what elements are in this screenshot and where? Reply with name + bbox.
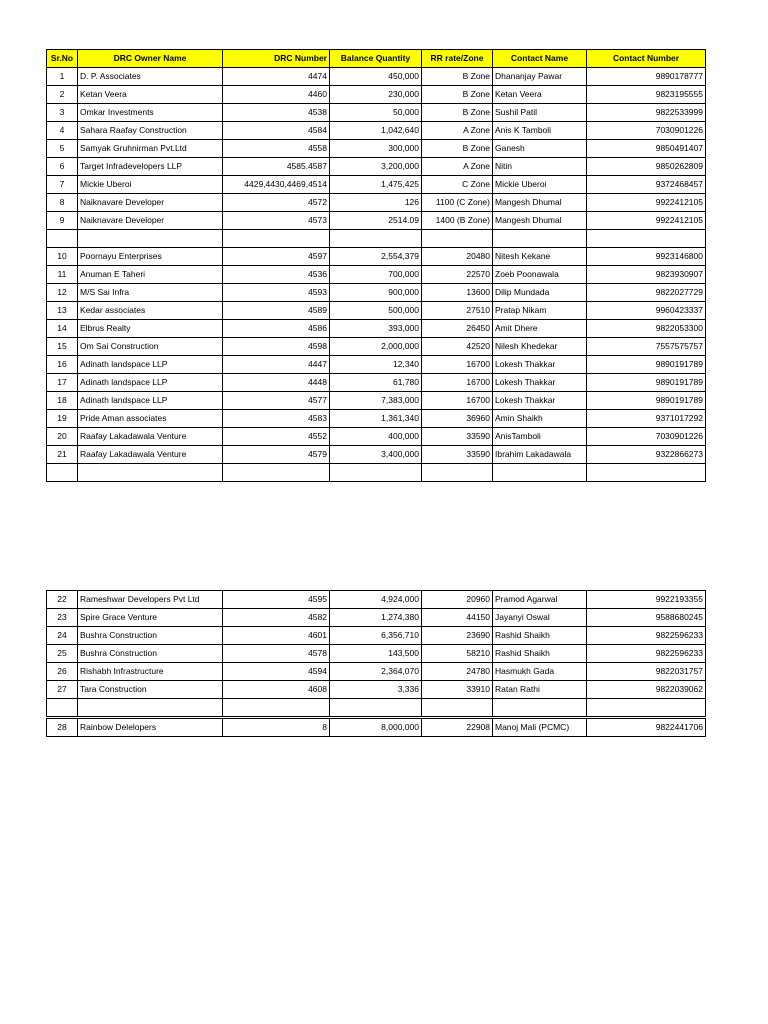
- cell-owner-name: Rainbow Delelopers: [78, 719, 223, 737]
- header-row: [47, 50, 706, 68]
- cell-sr-no: 16: [47, 356, 78, 374]
- cell-contact-name: Lokesh Thakkar: [493, 356, 587, 374]
- cell-rr-rate: B Zone: [422, 104, 493, 122]
- cell-rr-rate: 58210: [422, 645, 493, 663]
- cell-sr-no: 9: [47, 212, 78, 230]
- cell-contact-number: 9850491407: [587, 140, 706, 158]
- cell-drc-number: 4577: [223, 392, 330, 410]
- cell-rr-rate: 13600: [422, 284, 493, 302]
- cell-contact-name: [493, 464, 587, 482]
- cell-contact-name: [493, 699, 587, 717]
- cell-contact-number: [587, 699, 706, 717]
- cell-rr-rate: B Zone: [422, 86, 493, 104]
- cell-owner-name: [78, 464, 223, 482]
- table-row: [47, 212, 706, 230]
- cell-sr-no: 26: [47, 663, 78, 681]
- cell-sr-no: 13: [47, 302, 78, 320]
- cell-contact-number: 9822027729: [587, 284, 706, 302]
- cell-rr-rate: 20960: [422, 591, 493, 609]
- table-row: [47, 176, 706, 194]
- cell-contact-name: Lokesh Thakkar: [493, 392, 587, 410]
- cell-contact-name: Ratan Rathi: [493, 681, 587, 699]
- cell-drc-number: [223, 464, 330, 482]
- cell-sr-no: 18: [47, 392, 78, 410]
- table-row: [47, 248, 706, 266]
- cell-owner-name: Raafay Lakadawala Venture: [78, 428, 223, 446]
- cell-sr-no: 6: [47, 158, 78, 176]
- cell-contact-name: Pratap Nikam: [493, 302, 587, 320]
- table-row: [47, 645, 706, 663]
- cell-balance-quantity: 2514.09: [330, 212, 422, 230]
- cell-contact-number: 9822039062: [587, 681, 706, 699]
- cell-contact-number: 9923146800: [587, 248, 706, 266]
- cell-balance-quantity: 300,000: [330, 140, 422, 158]
- table-row: [47, 356, 706, 374]
- cell-rr-rate: [422, 464, 493, 482]
- table-row: [47, 230, 706, 248]
- cell-balance-quantity: 1,361,340: [330, 410, 422, 428]
- cell-contact-number: 7557575757: [587, 338, 706, 356]
- cell-owner-name: Target Infradevelopers LLP: [78, 158, 223, 176]
- cell-drc-number: [223, 699, 330, 717]
- table-row: [47, 68, 706, 86]
- cell-contact-name: Ibrahim Lakadawala: [493, 446, 587, 464]
- cell-rr-rate: 44150: [422, 609, 493, 627]
- cell-rr-rate: 33910: [422, 681, 493, 699]
- cell-drc-number: [223, 230, 330, 248]
- cell-contact-name: Ganesh: [493, 140, 587, 158]
- header-balance-quantity: Balance Quantity: [330, 50, 422, 68]
- table-row: [47, 266, 706, 284]
- cell-rr-rate: B Zone: [422, 68, 493, 86]
- table-row: [47, 392, 706, 410]
- cell-rr-rate: 26450: [422, 320, 493, 338]
- cell-balance-quantity: 450,000: [330, 68, 422, 86]
- cell-contact-number: 9823930907: [587, 266, 706, 284]
- cell-balance-quantity: 3,400,000: [330, 446, 422, 464]
- table-row: [47, 609, 706, 627]
- cell-sr-no: 5: [47, 140, 78, 158]
- cell-contact-name: [493, 230, 587, 248]
- cell-balance-quantity: 50,000: [330, 104, 422, 122]
- cell-drc-number: 4579: [223, 446, 330, 464]
- cell-sr-no: 7: [47, 176, 78, 194]
- header-rr-rate-zone: RR rate/Zone: [422, 50, 493, 68]
- cell-sr-no: 8: [47, 194, 78, 212]
- header-contact-name: Contact Name: [493, 50, 587, 68]
- cell-owner-name: Anuman E Taheri: [78, 266, 223, 284]
- cell-contact-number: 9822533999: [587, 104, 706, 122]
- cell-sr-no: 23: [47, 609, 78, 627]
- cell-drc-number: 4578: [223, 645, 330, 663]
- table-row: [47, 428, 706, 446]
- cell-contact-name: Zoeb Poonawala: [493, 266, 587, 284]
- cell-drc-number: 4598: [223, 338, 330, 356]
- cell-contact-name: Nitin: [493, 158, 587, 176]
- cell-contact-number: 9922412105: [587, 194, 706, 212]
- cell-rr-rate: C Zone: [422, 176, 493, 194]
- cell-sr-no: 3: [47, 104, 78, 122]
- cell-sr-no: [47, 230, 78, 248]
- cell-rr-rate: 27510: [422, 302, 493, 320]
- table-row: [47, 284, 706, 302]
- cell-balance-quantity: 7,383,000: [330, 392, 422, 410]
- cell-balance-quantity: 230,000: [330, 86, 422, 104]
- cell-contact-name: Anis K Tamboli: [493, 122, 587, 140]
- cell-balance-quantity: [330, 464, 422, 482]
- cell-sr-no: 17: [47, 374, 78, 392]
- cell-contact-number: 9822596233: [587, 645, 706, 663]
- cell-contact-name: Lokesh Thakkar: [493, 374, 587, 392]
- cell-contact-name: Pramod Agarwal: [493, 591, 587, 609]
- cell-rr-rate: 24780: [422, 663, 493, 681]
- cell-drc-number: 4589: [223, 302, 330, 320]
- cell-rr-rate: 23690: [422, 627, 493, 645]
- cell-balance-quantity: 4,924,000: [330, 591, 422, 609]
- cell-rr-rate: B Zone: [422, 140, 493, 158]
- cell-rr-rate: 20480: [422, 248, 493, 266]
- cell-contact-number: 9890191789: [587, 356, 706, 374]
- cell-rr-rate: 22908: [422, 719, 493, 737]
- cell-owner-name: Ketan Veera: [78, 86, 223, 104]
- cell-contact-name: Dilip Mundada: [493, 284, 587, 302]
- cell-contact-number: 9822596233: [587, 627, 706, 645]
- cell-drc-number: 4583: [223, 410, 330, 428]
- header-sr-no: Sr.No: [47, 50, 78, 68]
- cell-owner-name: Tara Construction: [78, 681, 223, 699]
- cell-rr-rate: 22570: [422, 266, 493, 284]
- cell-owner-name: Samyak Gruhnirman Pvt.Ltd: [78, 140, 223, 158]
- cell-owner-name: Raafay Lakadawala Venture: [78, 446, 223, 464]
- cell-contact-number: 9890191789: [587, 374, 706, 392]
- cell-balance-quantity: 393,000: [330, 320, 422, 338]
- cell-balance-quantity: 3,200,000: [330, 158, 422, 176]
- cell-owner-name: Omkar Investments: [78, 104, 223, 122]
- cell-owner-name: [78, 699, 223, 717]
- table-row: [47, 464, 706, 482]
- cell-drc-number: 4460: [223, 86, 330, 104]
- cell-contact-name: Ketan Veera: [493, 86, 587, 104]
- cell-contact-number: [587, 230, 706, 248]
- table-row: [47, 699, 706, 717]
- cell-contact-number: 9822053300: [587, 320, 706, 338]
- cell-balance-quantity: 500,000: [330, 302, 422, 320]
- table-row: [47, 663, 706, 681]
- cell-rr-rate: 33590: [422, 428, 493, 446]
- table-row: [47, 140, 706, 158]
- cell-contact-name: Rashid Shaikh: [493, 645, 587, 663]
- cell-contact-name: Dhananjay Pawar: [493, 68, 587, 86]
- cell-rr-rate: 1400 (B Zone): [422, 212, 493, 230]
- cell-balance-quantity: 2,000,000: [330, 338, 422, 356]
- cell-sr-no: 12: [47, 284, 78, 302]
- cell-contact-name: Nilesh Khedekar: [493, 338, 587, 356]
- cell-contact-number: 9371017292: [587, 410, 706, 428]
- drc-table-third: [46, 718, 706, 737]
- cell-drc-number: 4585.4587: [223, 158, 330, 176]
- table-row: [47, 719, 706, 737]
- table-row: [47, 446, 706, 464]
- cell-drc-number: 4538: [223, 104, 330, 122]
- cell-rr-rate: 1100 (C Zone): [422, 194, 493, 212]
- cell-sr-no: 25: [47, 645, 78, 663]
- cell-drc-number: 4572: [223, 194, 330, 212]
- cell-contact-name: Sushil Patil: [493, 104, 587, 122]
- cell-contact-name: AnisTamboli: [493, 428, 587, 446]
- cell-rr-rate: A Zone: [422, 158, 493, 176]
- cell-drc-number: 4429,4430,4469,4514: [223, 176, 330, 194]
- drc-table-main: [46, 49, 706, 482]
- cell-contact-name: Manoj Mali (PCMC): [493, 719, 587, 737]
- cell-balance-quantity: [330, 230, 422, 248]
- cell-balance-quantity: 6,356,710: [330, 627, 422, 645]
- cell-sr-no: 2: [47, 86, 78, 104]
- cell-contact-number: 9822031757: [587, 663, 706, 681]
- cell-contact-number: 9823195555: [587, 86, 706, 104]
- cell-contact-name: Hasmukh Gada: [493, 663, 587, 681]
- cell-drc-number: 4582: [223, 609, 330, 627]
- cell-owner-name: Om Sai Construction: [78, 338, 223, 356]
- cell-contact-name: Amit Dhere: [493, 320, 587, 338]
- cell-contact-number: [587, 464, 706, 482]
- cell-rr-rate: [422, 699, 493, 717]
- cell-sr-no: 19: [47, 410, 78, 428]
- cell-owner-name: Spire Grace Venture: [78, 609, 223, 627]
- cell-contact-name: Mickie Uberoi: [493, 176, 587, 194]
- table-row: [47, 158, 706, 176]
- cell-contact-name: Mangesh Dhumal: [493, 212, 587, 230]
- cell-drc-number: 4608: [223, 681, 330, 699]
- cell-contact-number: 7030901226: [587, 122, 706, 140]
- cell-drc-number: 4573: [223, 212, 330, 230]
- table-row: [47, 320, 706, 338]
- cell-rr-rate: 16700: [422, 356, 493, 374]
- cell-drc-number: 4601: [223, 627, 330, 645]
- table-row: [47, 122, 706, 140]
- cell-owner-name: Adinath landspace LLP: [78, 374, 223, 392]
- cell-owner-name: Pride Aman associates: [78, 410, 223, 428]
- cell-contact-name: Jayanyi Oswal: [493, 609, 587, 627]
- cell-drc-number: 4584: [223, 122, 330, 140]
- cell-drc-number: 4558: [223, 140, 330, 158]
- table-row: [47, 86, 706, 104]
- cell-owner-name: Kedar associates: [78, 302, 223, 320]
- cell-rr-rate: 36960: [422, 410, 493, 428]
- cell-owner-name: Rameshwar Developers Pvt Ltd: [78, 591, 223, 609]
- table-row: [47, 627, 706, 645]
- cell-owner-name: Bushra Construction: [78, 627, 223, 645]
- cell-contact-number: 9372468457: [587, 176, 706, 194]
- cell-sr-no: 10: [47, 248, 78, 266]
- cell-balance-quantity: 61,780: [330, 374, 422, 392]
- table-row: [47, 591, 706, 609]
- cell-balance-quantity: 2,554,379: [330, 248, 422, 266]
- cell-drc-number: 4593: [223, 284, 330, 302]
- table-row: [47, 302, 706, 320]
- cell-balance-quantity: 8,000,000: [330, 719, 422, 737]
- cell-drc-number: 4474: [223, 68, 330, 86]
- cell-owner-name: Bushra Construction: [78, 645, 223, 663]
- cell-drc-number: 4552: [223, 428, 330, 446]
- cell-contact-number: 9822441706: [587, 719, 706, 737]
- cell-sr-no: 20: [47, 428, 78, 446]
- cell-sr-no: 14: [47, 320, 78, 338]
- cell-balance-quantity: [330, 699, 422, 717]
- table-row: [47, 104, 706, 122]
- cell-drc-number: 4594: [223, 663, 330, 681]
- cell-drc-number: 4536: [223, 266, 330, 284]
- cell-drc-number: 4447: [223, 356, 330, 374]
- cell-contact-name: Nitesh Kekane: [493, 248, 587, 266]
- cell-contact-number: 7030901226: [587, 428, 706, 446]
- cell-owner-name: M/S Sai Infra: [78, 284, 223, 302]
- cell-contact-number: 9850262809: [587, 158, 706, 176]
- cell-balance-quantity: 700,000: [330, 266, 422, 284]
- table-row: [47, 374, 706, 392]
- cell-balance-quantity: 3,336: [330, 681, 422, 699]
- cell-contact-number: 9588680245: [587, 609, 706, 627]
- cell-sr-no: 11: [47, 266, 78, 284]
- cell-drc-number: 4597: [223, 248, 330, 266]
- cell-balance-quantity: 1,475,425: [330, 176, 422, 194]
- header-owner-name: DRC Owner Name: [78, 50, 223, 68]
- cell-contact-number: 9890178777: [587, 68, 706, 86]
- cell-rr-rate: 16700: [422, 374, 493, 392]
- cell-rr-rate: 33590: [422, 446, 493, 464]
- cell-owner-name: Naiknavare Developer: [78, 212, 223, 230]
- cell-drc-number: 4595: [223, 591, 330, 609]
- cell-rr-rate: 42520: [422, 338, 493, 356]
- cell-owner-name: D. P. Associates: [78, 68, 223, 86]
- cell-contact-number: 9922193355: [587, 591, 706, 609]
- cell-owner-name: Adinath landspace LLP: [78, 356, 223, 374]
- cell-contact-name: Mangesh Dhumal: [493, 194, 587, 212]
- cell-rr-rate: 16700: [422, 392, 493, 410]
- cell-drc-number: 8: [223, 719, 330, 737]
- cell-balance-quantity: 143,500: [330, 645, 422, 663]
- cell-sr-no: 28: [47, 719, 78, 737]
- cell-balance-quantity: 900,000: [330, 284, 422, 302]
- cell-contact-name: Rashid Shaikh: [493, 627, 587, 645]
- table-row: [47, 681, 706, 699]
- cell-owner-name: Elbrus Realty: [78, 320, 223, 338]
- cell-contact-number: 9322866273: [587, 446, 706, 464]
- cell-sr-no: 27: [47, 681, 78, 699]
- cell-contact-number: 9960423337: [587, 302, 706, 320]
- table-row: [47, 194, 706, 212]
- cell-balance-quantity: 1,274,380: [330, 609, 422, 627]
- cell-owner-name: Mickie Uberoi: [78, 176, 223, 194]
- cell-drc-number: 4586: [223, 320, 330, 338]
- cell-balance-quantity: 400,000: [330, 428, 422, 446]
- cell-drc-number: 4448: [223, 374, 330, 392]
- cell-owner-name: [78, 230, 223, 248]
- cell-contact-name: Amin Shaikh: [493, 410, 587, 428]
- cell-balance-quantity: 2,364,070: [330, 663, 422, 681]
- cell-owner-name: Sahara Raafay Construction: [78, 122, 223, 140]
- cell-balance-quantity: 1,042,640: [330, 122, 422, 140]
- cell-owner-name: Poornayu Enterprises: [78, 248, 223, 266]
- cell-contact-number: 9922412105: [587, 212, 706, 230]
- cell-balance-quantity: 126: [330, 194, 422, 212]
- cell-balance-quantity: 12,340: [330, 356, 422, 374]
- cell-sr-no: 24: [47, 627, 78, 645]
- cell-sr-no: 4: [47, 122, 78, 140]
- table-row: [47, 410, 706, 428]
- cell-contact-number: 9890191789: [587, 392, 706, 410]
- header-contact-number: Contact Number: [587, 50, 706, 68]
- cell-sr-no: [47, 464, 78, 482]
- cell-owner-name: Naiknavare Developer: [78, 194, 223, 212]
- cell-sr-no: 15: [47, 338, 78, 356]
- table-row: [47, 338, 706, 356]
- cell-rr-rate: A Zone: [422, 122, 493, 140]
- cell-rr-rate: [422, 230, 493, 248]
- cell-sr-no: [47, 699, 78, 717]
- header-drc-number: DRC Number: [223, 50, 330, 68]
- cell-owner-name: Adinath landspace LLP: [78, 392, 223, 410]
- cell-owner-name: Rishabh Infrastructure: [78, 663, 223, 681]
- drc-table-second: [46, 590, 706, 717]
- cell-sr-no: 22: [47, 591, 78, 609]
- cell-sr-no: 21: [47, 446, 78, 464]
- cell-sr-no: 1: [47, 68, 78, 86]
